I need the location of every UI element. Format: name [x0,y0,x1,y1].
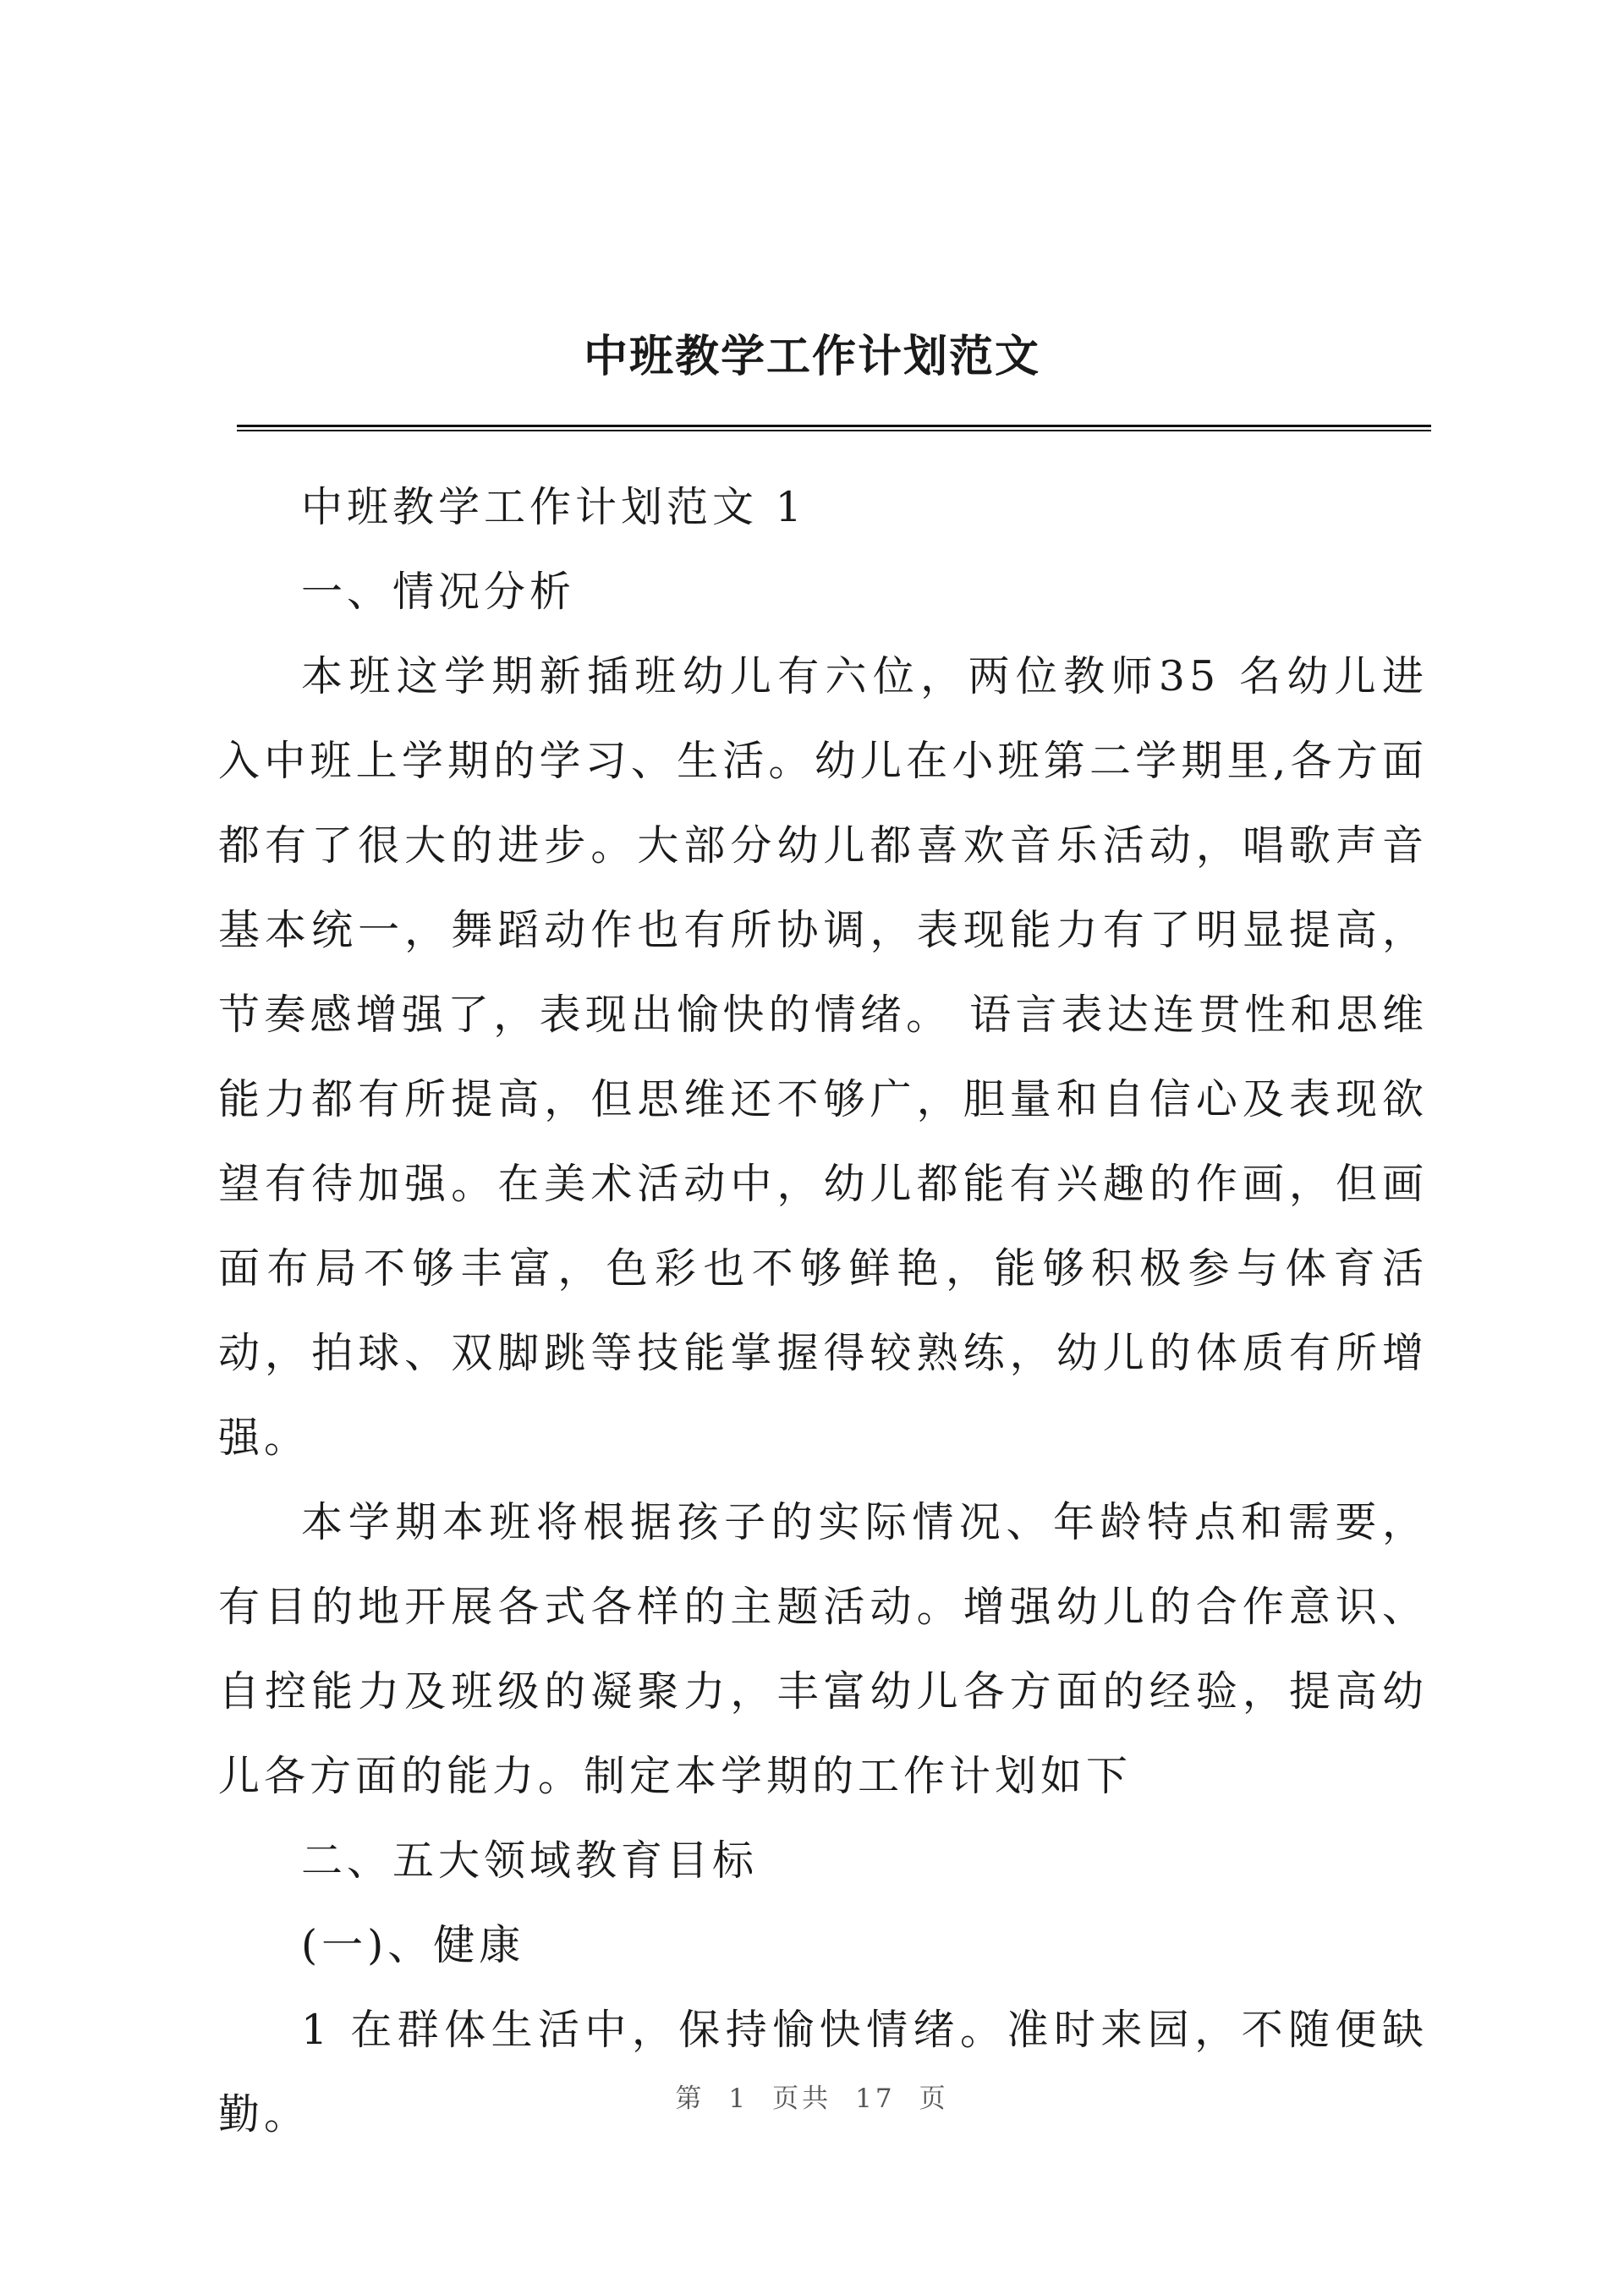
divider-line-thin [237,430,1431,431]
footer-total-pages: 17 [855,2084,896,2114]
body-paragraph: 本学期本班将根据孩子的实际情况、年龄特点和需要，有目的地开展各式各样的主题活动。增强幼儿的合作意识、自控能力及班级的凝聚力，丰富幼儿各方面的经验，提高幼儿各方面的能力。制定本学期的工作计划如下 [218,1498,1428,1800]
page-footer [0,2077,1624,2115]
footer-prefix: 第 [675,2084,705,2114]
footer-suffix: 页 [919,2084,949,2114]
document-body [218,465,1428,2157]
subsection-heading: 一、情况分析 [301,568,576,616]
list-item: 1 在群体生活中，保持愉快情绪。准时来园，不随便缺勤。 [218,2006,1428,2139]
subsection-heading: (一)、健康 [301,1921,525,1969]
title-divider [237,425,1431,432]
divider-line-thick [237,425,1431,427]
body-paragraph: 本班这学期新插班幼儿有六位，两位教师35 名幼儿进入中班上学期的学习、生活。幼儿在小班第二学期里,各方面都有了很大的进步。大部分幼儿都喜欢音乐活动，唱歌声音基本统一，舞蹈动作也有所协调，表现能力有了明显提高，节奏感增强了，表现出愉快的情绪。 语言表达连贯性和思维能力都有所提高，但思维还不够广，胆量和自信心及表现欲望有待加强。在美术活动中，幼儿都能有兴趣的作画，但画面布局不够丰富，色彩也不够鲜艳，能够积极参与体育活动，拍球、双脚跳等技能掌握得较熟练，幼儿的体质有所增强。 [218,652,1428,1462]
section-heading: 中班教学工作计划范文 1 [301,483,806,531]
footer-page-number: 1 [728,2084,749,2114]
footer-middle: 页共 [772,2084,832,2114]
document-title: 中班教学工作计划范文 [583,331,1040,382]
subsection-heading: 二、五大领域教育目标 [301,1837,759,1885]
